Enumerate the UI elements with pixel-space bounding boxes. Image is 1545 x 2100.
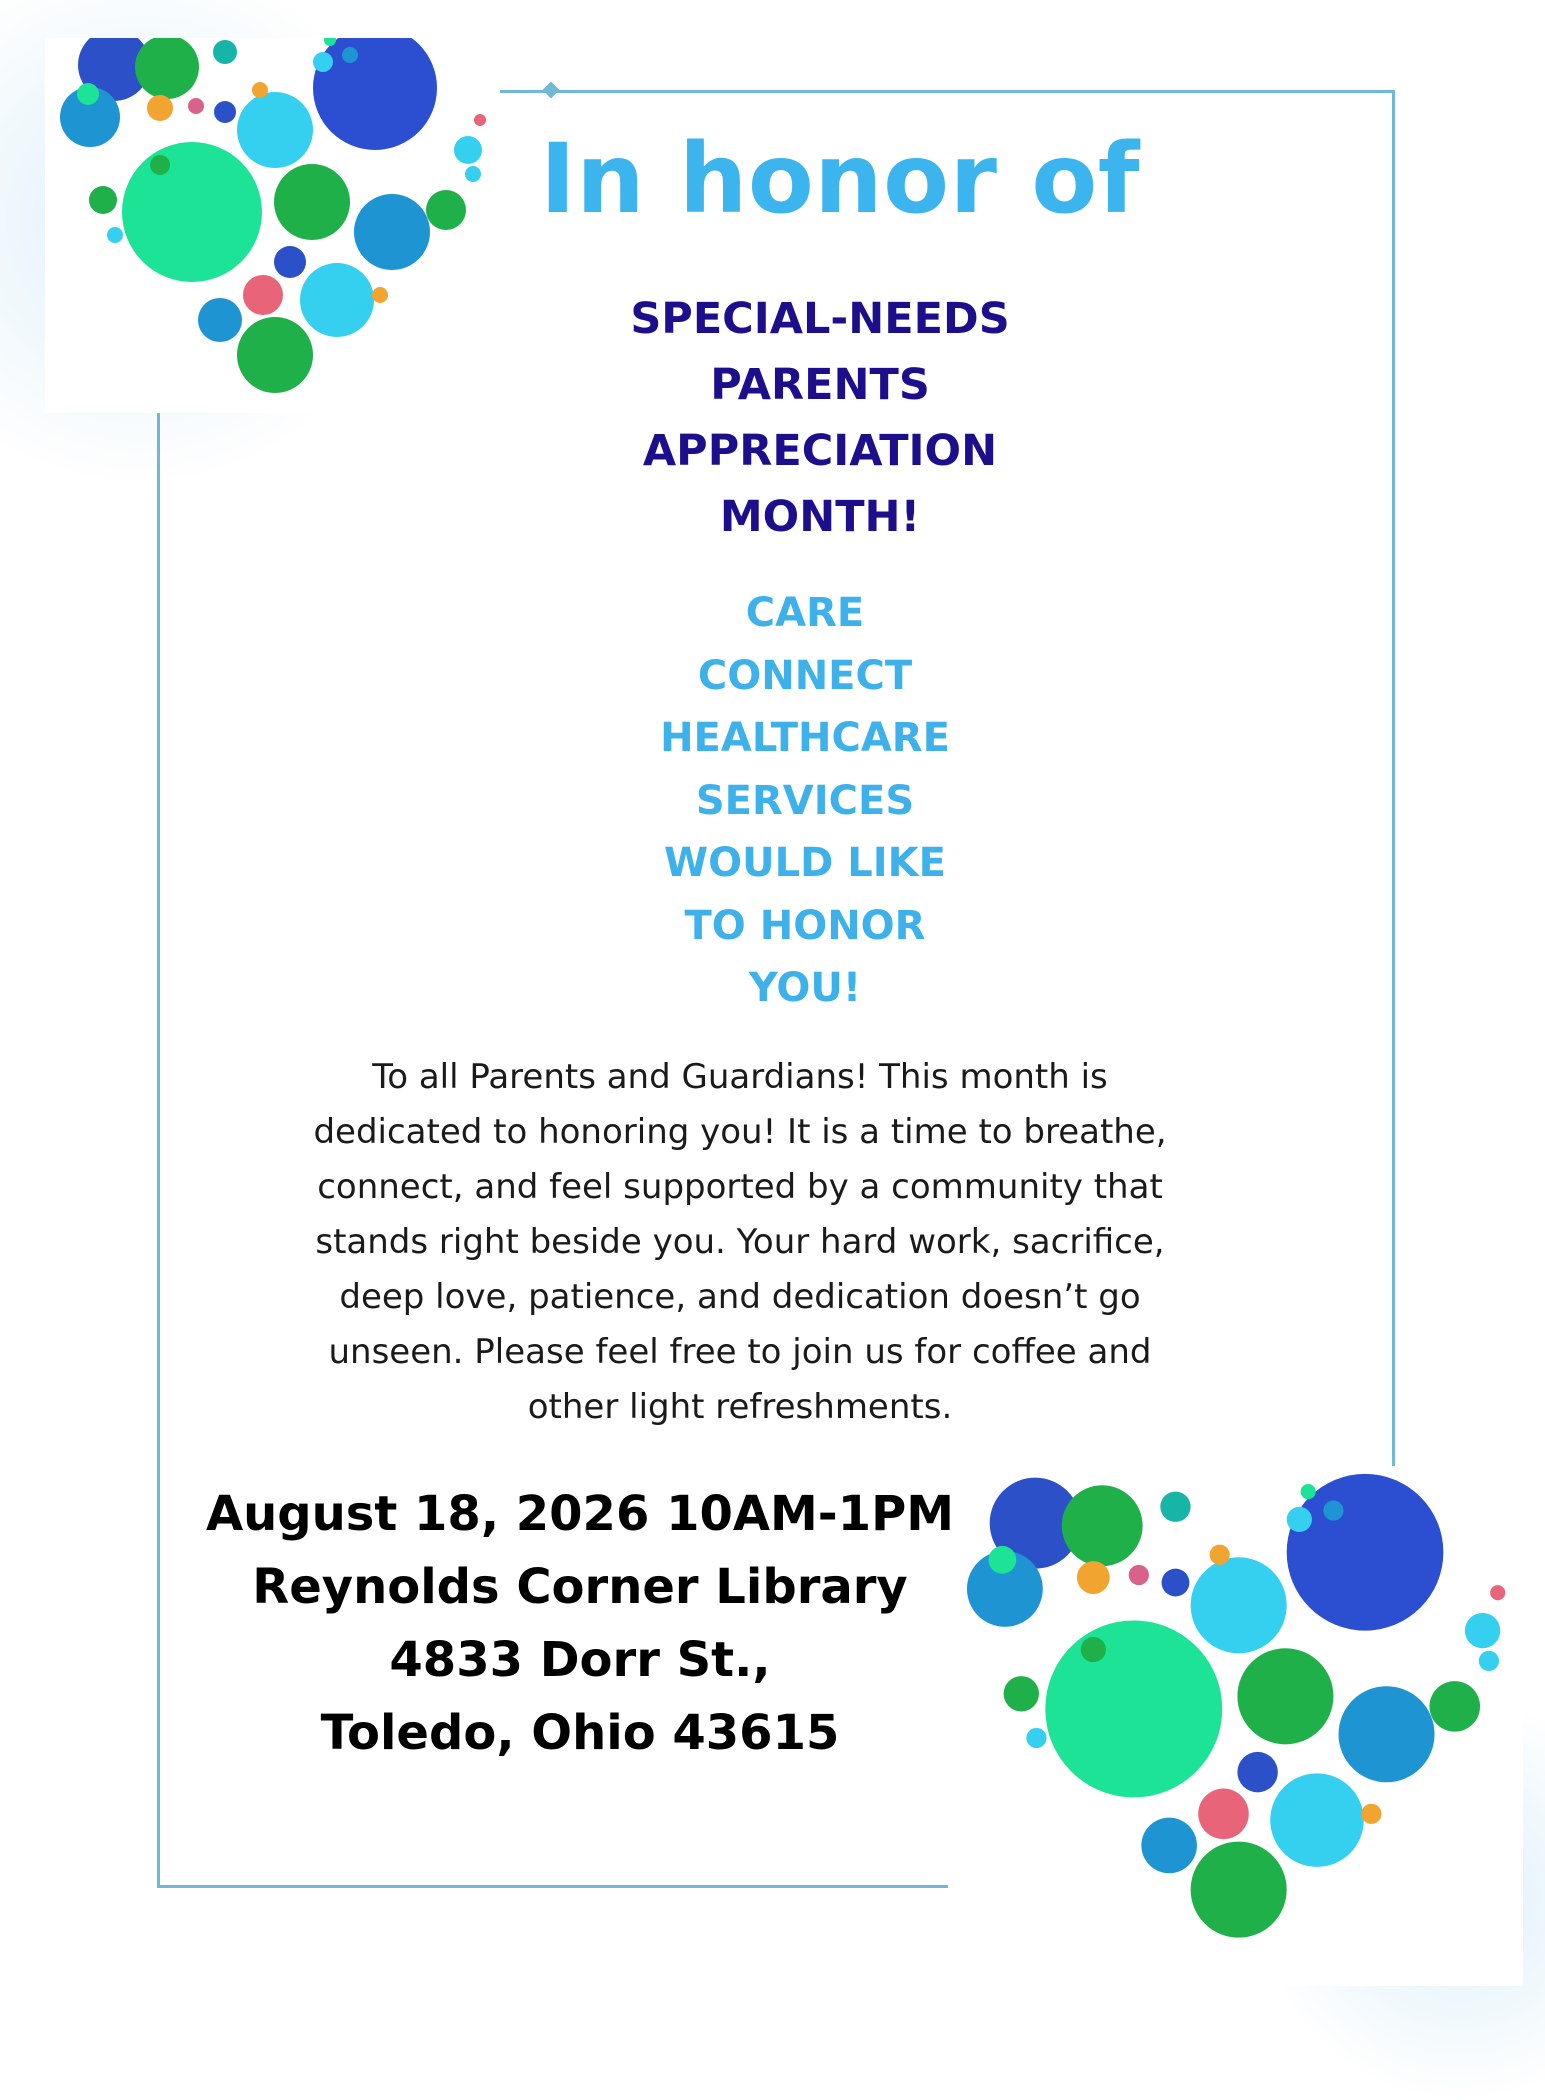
heart-bubble [1162, 1569, 1190, 1597]
heart-bubble [274, 246, 306, 278]
heart-bubble [988, 1546, 1016, 1574]
message-line: other light refreshments. [527, 1387, 953, 1427]
message-line: stands right beside you. Your hard work, sacrifice, [315, 1222, 1165, 1262]
heart-bubble [1129, 1565, 1149, 1585]
heart-bubble [1287, 1507, 1312, 1532]
heart-bubble [1210, 1545, 1230, 1565]
heart-bubble [1270, 1773, 1364, 1867]
heart-bubble [1004, 1676, 1039, 1711]
heart-bubble [77, 83, 99, 105]
heart-bubble [454, 136, 482, 164]
heart-bubble [89, 186, 117, 214]
occasion-line: SPECIAL-NEEDS [630, 294, 1010, 344]
message-line: deep love, patience, and dedication doesn’t go [339, 1277, 1141, 1317]
heart-bubble [342, 47, 358, 63]
heart-bubble [300, 263, 374, 337]
bubble-heart-icon [45, 38, 500, 413]
heart-bubble [1465, 1613, 1500, 1648]
heart-bubble [1429, 1681, 1480, 1732]
honor-line: CARE [745, 590, 865, 636]
page-title: In honor of [540, 123, 1141, 235]
heart-bubble [188, 98, 204, 114]
heart-bubble [274, 164, 350, 240]
message-paragraph [245, 1050, 1235, 1435]
honor-line: WOULD LIKE [664, 840, 946, 886]
occasion-heading [560, 286, 1080, 550]
heart-bubble [474, 114, 486, 126]
heart-bubble [1026, 1728, 1046, 1748]
occasion-line: PARENTS [710, 360, 930, 410]
heart-bubble [252, 82, 268, 98]
honor-statement [580, 582, 1030, 1020]
heart-bubble [1323, 1500, 1343, 1520]
occasion-line: APPRECIATION [642, 426, 998, 476]
message-line: unseen. Please feel free to join us for coffee and [328, 1332, 1152, 1372]
heart-bubble [1198, 1789, 1249, 1840]
heart-bubble [1077, 1561, 1110, 1594]
heart-bubble [107, 227, 123, 243]
heart-bubble [1062, 1485, 1143, 1566]
event-datetime: August 18, 2026 10AM-1PM [205, 1486, 955, 1542]
heart-bubble [313, 38, 437, 150]
heart-bubble [372, 287, 388, 303]
heart-bubble [1361, 1804, 1381, 1824]
heart-bubble [465, 166, 481, 182]
bubble-heart-icon [948, 1466, 1523, 1986]
occasion-line: MONTH! [719, 492, 921, 542]
heart-bubble [354, 194, 430, 270]
heart-bubble [135, 38, 199, 99]
heart-bubble [1141, 1818, 1197, 1874]
heart-bubble [147, 95, 173, 121]
honor-line: HEALTHCARE [660, 715, 950, 761]
honor-line: CONNECT [697, 652, 913, 699]
heart-bubble [214, 101, 236, 123]
event-city: Toledo, Ohio 43615 [320, 1705, 840, 1761]
heart-bubble [1191, 1557, 1287, 1653]
heart-bubble [313, 52, 333, 72]
event-venue: Reynolds Corner Library [252, 1559, 908, 1615]
honor-line: SERVICES [695, 777, 915, 824]
heart-bubble [150, 155, 170, 175]
heart-bubble [198, 298, 242, 342]
heart-bubble [1237, 1752, 1277, 1792]
heart-bubble [1160, 1492, 1190, 1522]
message-line: To all Parents and Guardians! This month is [372, 1057, 1108, 1097]
bubble-heart-icon-bottom-right [948, 1466, 1523, 1986]
heart-bubble [1237, 1648, 1333, 1744]
honor-line: YOU! [748, 965, 862, 1011]
bubble-heart-icon-top-left [45, 38, 500, 413]
heart-bubble [1338, 1686, 1434, 1782]
honor-line: TO HONOR [684, 902, 926, 949]
heart-bubble [1301, 1484, 1316, 1499]
heart-bubble [237, 317, 313, 393]
heart-bubble [1479, 1651, 1499, 1671]
heart-bubble [1081, 1637, 1106, 1662]
heart-bubble [1191, 1842, 1287, 1938]
message-line: dedicated to honoring you! It is a time to breathe, [313, 1112, 1167, 1152]
heart-bubble [243, 275, 283, 315]
event-street: 4833 Dorr St., [389, 1632, 771, 1688]
heart-bubble [1490, 1585, 1505, 1600]
heart-bubble [426, 190, 466, 230]
heart-bubble [237, 92, 313, 168]
event-details [200, 1478, 960, 1770]
heart-bubble [1125, 1763, 1150, 1788]
heart-bubble [185, 255, 205, 275]
message-line: connect, and feel supported by a community that [317, 1167, 1163, 1207]
heart-bubble [213, 40, 237, 64]
